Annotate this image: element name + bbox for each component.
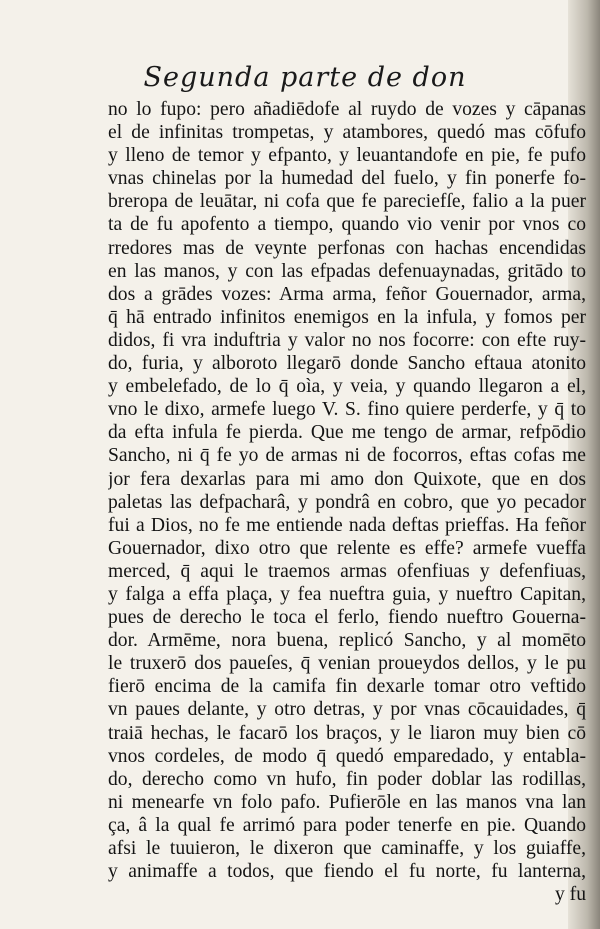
text-line: jor fera dexarlas para mi amo don Quixote, que en dos xyxy=(108,468,586,490)
text-line: dor. Armēme, nora buena, replicó Sancho, y al momēto xyxy=(108,630,586,652)
running-head xyxy=(0,62,600,93)
text-line: y animaffe a todos, que fiendo el fu norte, fu lanterna, xyxy=(108,861,586,883)
text-line: rredores mas de veynte perfonas con hachas encendidas xyxy=(108,237,586,259)
text-line: el de infinitas trompetas, y atambores, quedó mas cōfufo xyxy=(108,122,586,144)
text-line: y embelefado, de lo q̄ oìa, y veia, y quando llegaron a el, xyxy=(108,376,586,398)
text-line: afsi le tuuieron, le dixeron que caminaffe, y los guiaffe, xyxy=(108,838,586,859)
text-line: do, derecho como vn hufo, fin poder doblar las rodillas, xyxy=(108,768,586,790)
text-line: do, furia, y alboroto llegarō donde Sancho eftaua atonito xyxy=(108,353,586,375)
text-line: vn paues delante, y otro detras, y por vnas cōcauidades, q̄ xyxy=(108,699,586,721)
running-head-text: Segunda parte de don xyxy=(143,62,467,93)
text-line: fui a Dios, no fe me entiende nada deftas prieffas. Ha feñor xyxy=(108,514,586,536)
text-line: vnos cordeles, de modo q̄ quedó emparedado, y entabla- xyxy=(108,745,586,767)
text-line: da efta infula fe pierda. Que me tengo de armar, refpōdio xyxy=(108,422,586,444)
text-line: breropa de leuātar, ni cofa que fe pareciefſe, falio a la puer xyxy=(108,191,586,213)
text-line: en las manos, y con las efpadas defenuaynadas, gritādo to xyxy=(108,260,586,282)
body-text xyxy=(108,98,586,906)
text-line: ta de fu apofento a tiempo, quando vio venir por vnos co xyxy=(108,214,586,236)
catchword: y fu xyxy=(554,884,586,906)
text-line: paletas las defpacharâ, y pondrâ en cobro, que yo pecador xyxy=(108,491,586,513)
text-line: no lo fupo: pero añadiēdofe al ruydo de vozes y cāpanas xyxy=(108,99,586,120)
text-line: fierō encima de la camifa fin dexarle tomar otro veftido xyxy=(108,676,586,698)
text-line: q̄ hā entrado infinitos enemigos en la infula, y fomos per xyxy=(108,306,586,328)
text-line: Gouernador, dixo otro que relente es effe? armefe vueffa xyxy=(108,537,586,559)
text-line: vnas chinelas por la humedad del fuelo, y fin ponerfe fo- xyxy=(108,168,586,190)
text-line: le truxerō dos paueſes, q̄ venian proueydos dellos, y le pu xyxy=(108,653,586,675)
text-line: dos a grādes vozes: Arma arma, feñor Gouernador, arma, xyxy=(108,283,586,305)
text-line: traiā hechas, le facarō los braços, y le liaron muy bien cō xyxy=(108,722,586,744)
text-line: y lleno de temor y efpanto, y leuantandofe en pie, fe pufo xyxy=(108,145,586,167)
text-line: pues de derecho le toca el ferlo, fiendo nueftro Gouerna- xyxy=(108,607,586,629)
text-line: y falga a effa plaça, y fea nueftra guia, y nueftro Capitan, xyxy=(108,583,586,605)
text-line: didos, fi vra induftria y valor no nos focorre: con efte ruy- xyxy=(108,329,586,351)
text-line: Sancho, ni q̄ fe yo de armas ni de focorros, eftas cofas me xyxy=(108,445,586,467)
text-line: ça, â la qual fe arrimó para poder tenerfe en pie. Quando xyxy=(108,814,586,836)
text-line: vno le dixo, armefe luego V. S. fino quiere perderfe, y q̄ to xyxy=(108,399,586,421)
text-line: merced, q̄ aqui le traemos armas ofenfiuas y defenfiuas, xyxy=(108,560,586,582)
text-line: ni menearfe vn folo pafo. Pufierōle en las manos vna lan xyxy=(108,791,586,813)
